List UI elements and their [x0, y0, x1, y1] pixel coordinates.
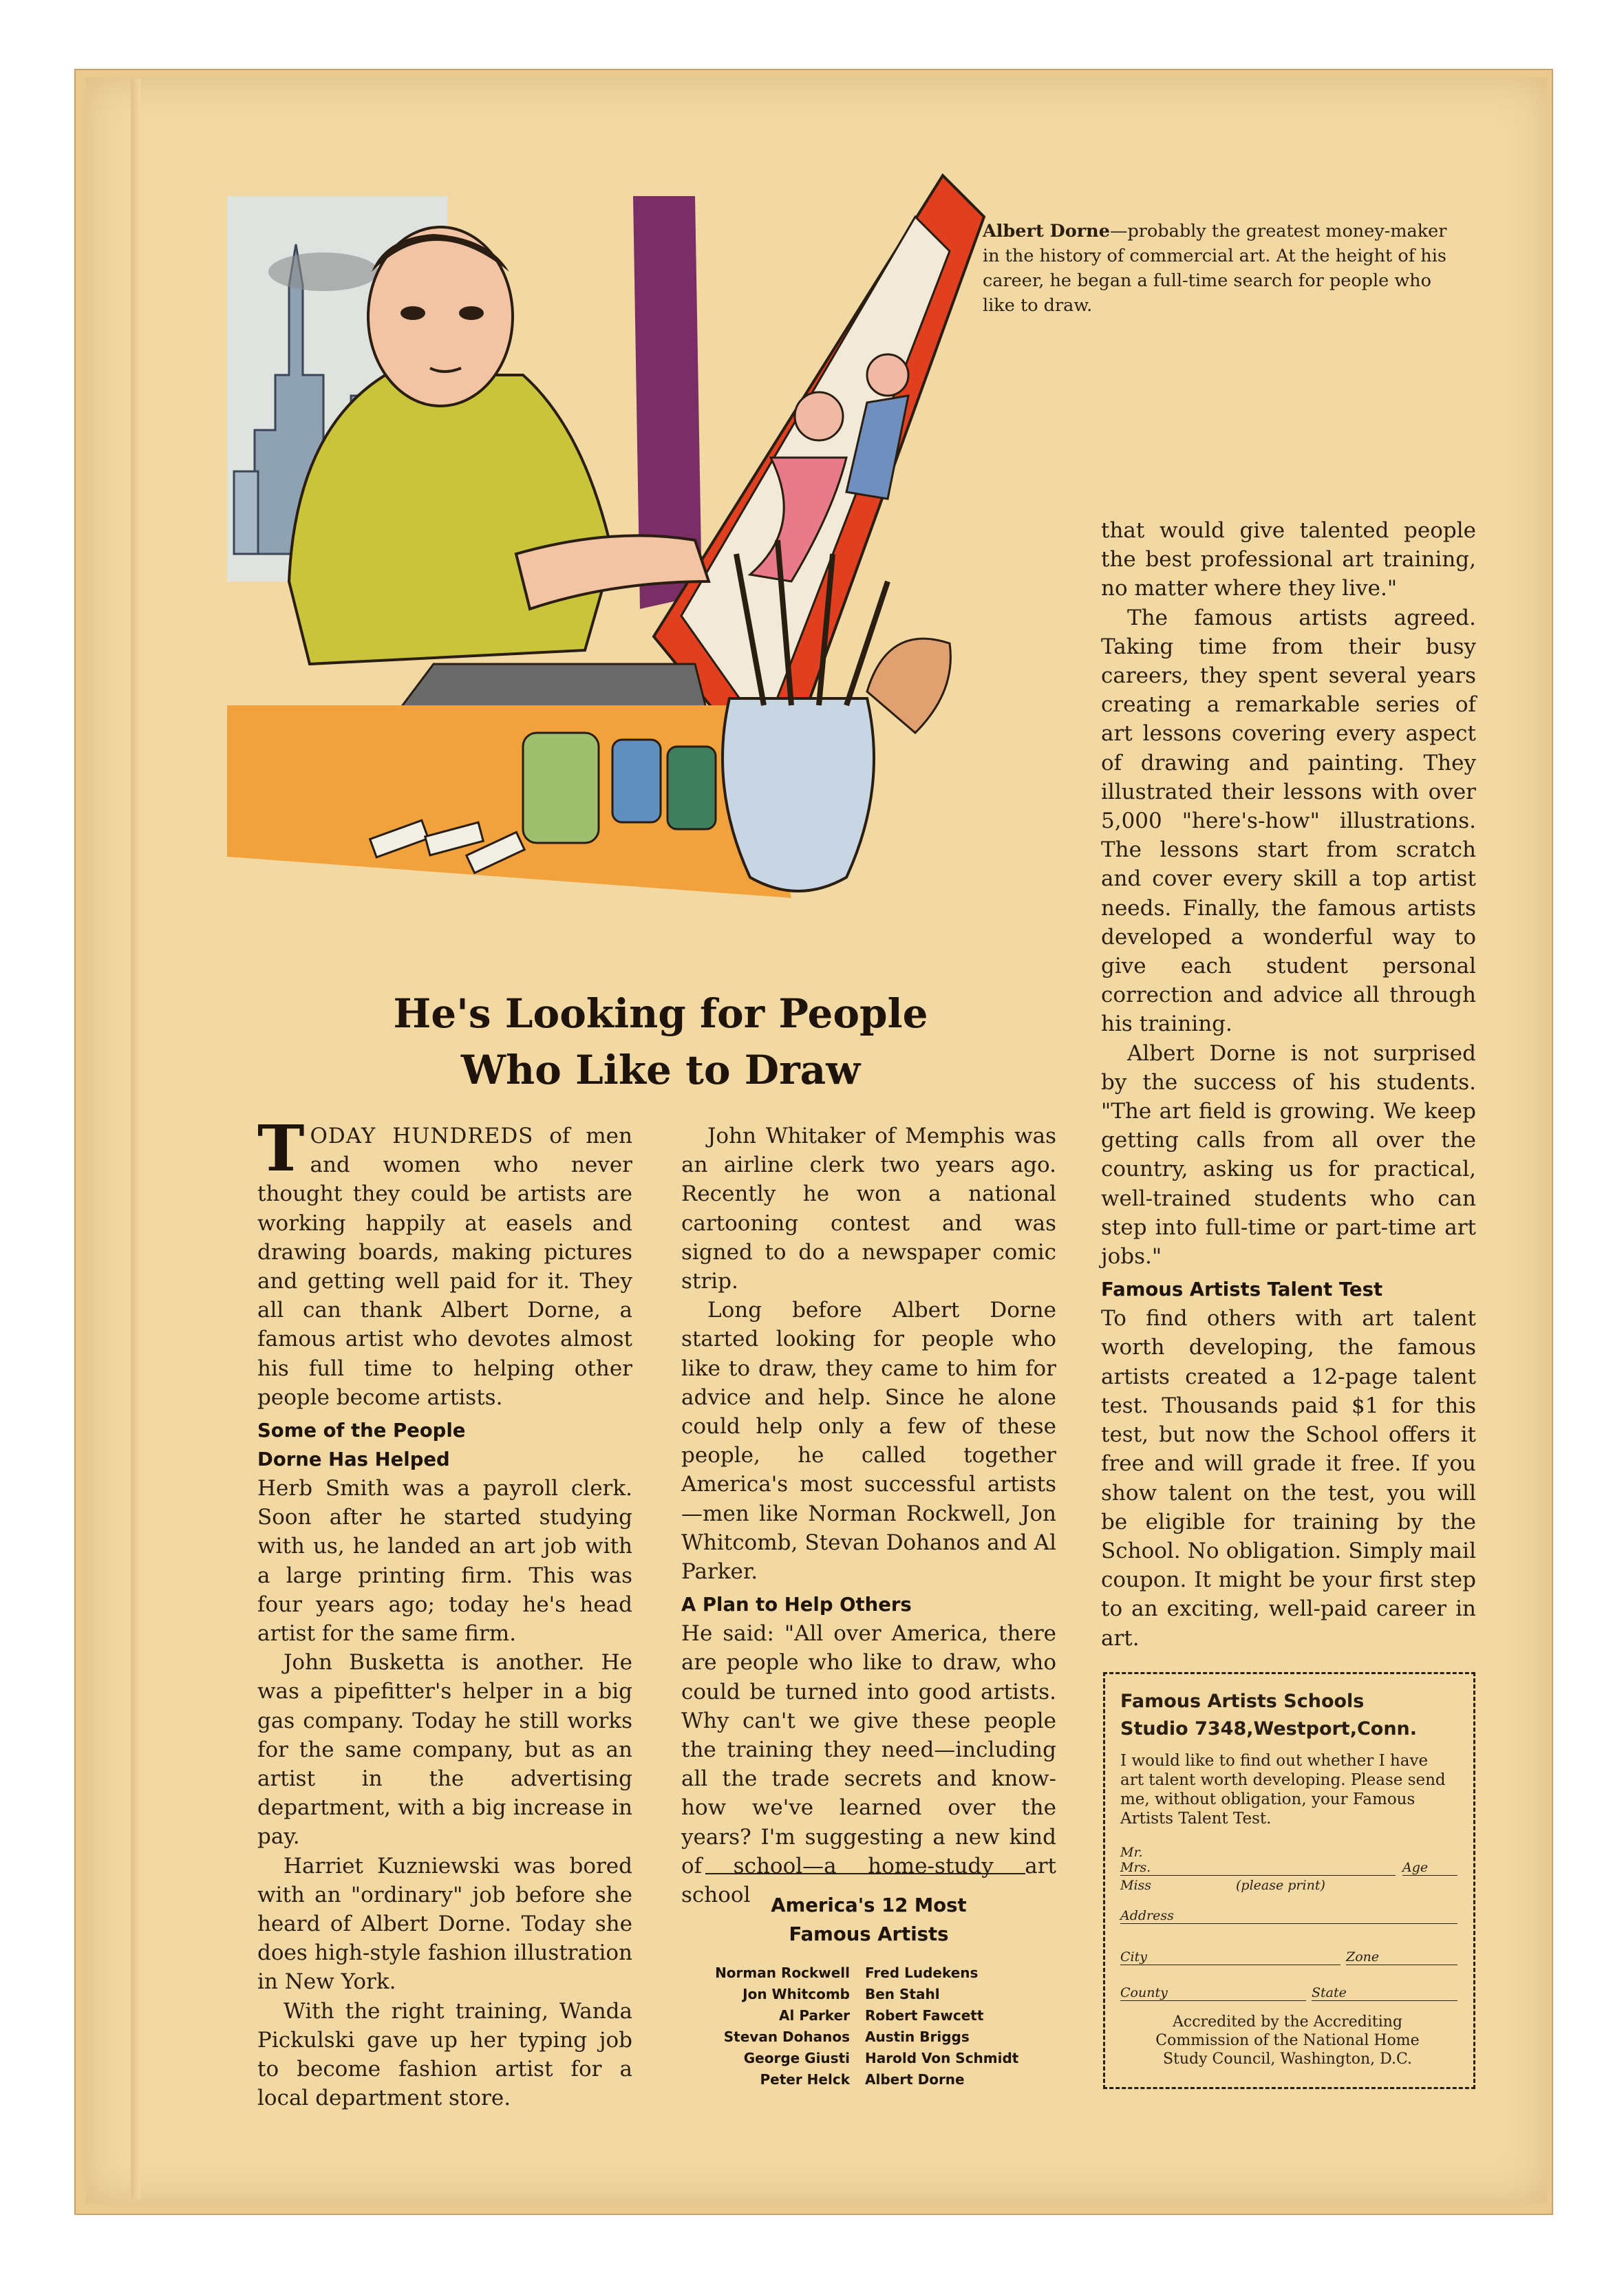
subheading: Some of the People Dorne Has Helped — [257, 1420, 466, 1471]
list-item: Stevan Dohanos Austin Briggs — [723, 2029, 970, 2045]
artists-list — [674, 1962, 1073, 2090]
city-field[interactable]: City — [1120, 1949, 1340, 1965]
paragraph: John Whitaker of Memphis was an airline clerk two years ago. Recently he won a national cartooning contest and was signed to do a newspaper comic strip. — [681, 1124, 1056, 1294]
paragraph: John Busketta is another. He was a pipefitter's helper in a big gas company. Today he still works for the same company, but as an artist in the advertising department, with a big increase in pay. — [257, 1650, 632, 1850]
subheading: A Plan to Help Others — [681, 1594, 912, 1616]
address-field[interactable]: Address — [1120, 1908, 1457, 1924]
article-column-1 — [257, 1111, 632, 2113]
page-edge — [131, 79, 140, 2198]
divider — [705, 1873, 1025, 1874]
zone-field[interactable]: Zone — [1346, 1949, 1457, 1965]
bowl — [867, 639, 950, 733]
brush-vase — [723, 698, 874, 891]
print-hint: (please print) — [1236, 1878, 1325, 1893]
coupon-request-text: I would like to find out whether I have art talent worth developing. Please send me, without obligation, your Famous Artists Talent Test. — [1120, 1752, 1446, 1828]
paragraph: that would give talented people the best professional art training, no matter where they live." — [1101, 518, 1476, 601]
age-field[interactable]: Age — [1402, 1860, 1457, 1876]
subheading: Famous Artists Talent Test — [1101, 1278, 1383, 1301]
shirt — [289, 375, 612, 664]
paragraph: of men and women who never thought they could be artists are working happily at easels and drawing boards, making pictures and getting well paid for it. They all can thank Albert Dorne, a famous artist who devotes almost his full time to helping other people become artists. — [257, 1124, 632, 1410]
paragraph: He said: "All over America, there are people who like to draw, who could be turned into good artists. Why can't we give these people the training they need—including all the trade secrets and know-how we've learned over the years? I'm suggesting a new kind of school—a home-study art school — [681, 1621, 1056, 1908]
paint-jar — [523, 733, 599, 843]
article-column-2 — [681, 1122, 1056, 1909]
list-item: Peter Helck Albert Dorne — [760, 2071, 965, 2088]
list-item: Norman Rockwell Fred Ludekens — [715, 1965, 979, 1981]
county-field[interactable]: County — [1120, 1985, 1306, 2001]
accreditation-note: Accredited by the Accrediting Commission of the National Home Study Council, Washington, D.C. — [1155, 2013, 1420, 2068]
list-item: George Giusti Harold Von Schmidt — [743, 2050, 1019, 2066]
paragraph: To find others with art talent worth developing, the famous artists created a 12-page talent test. Thousands paid $1 for this test, but now the School offers it free and will grade it free. If you show talent on the test, you will be eligible for training by the School. No obligation. Simply mail coupon. It might be your first step to an exciting, well-paid career in art. — [1101, 1306, 1476, 1651]
list-item: Jon Whitcomb Ben Stahl — [742, 1986, 940, 2002]
state-field[interactable]: State — [1312, 1985, 1457, 2001]
coupon-header: Famous Artists Schools Studio 7348,Westport,Conn. — [1120, 1691, 1418, 1740]
title-line-1: He's Looking for People — [393, 990, 928, 1037]
mail-in-coupon[interactable] — [1103, 1672, 1475, 2089]
title-line-2: Who Like to Draw — [460, 1047, 861, 1093]
drop-cap: T — [257, 1111, 305, 1186]
mr-label: Mr. — [1120, 1845, 1143, 1860]
page-title — [275, 985, 1046, 1098]
caption-name: Albert Dorne — [983, 221, 1110, 242]
paragraph: Long before Albert Dorne started looking for people who like to draw, they came to him for advice and help. Since he alone could help only a few of these people, he called together America's most successful artists—men like Norman Rockwell, Jon Whitcomb, Stevan Dohanos and Al Parker. — [681, 1298, 1056, 1585]
caption-text: —probably the greatest money-maker in the history of commercial art. At the height of his career, he began a full-time search for people who like to draw. — [983, 221, 1447, 316]
paragraph: The famous artists agreed. Taking time from their busy careers, they spent several years creating a remarkable series of art lessons covering every aspect of drawing and painting. They illustrated their lessons with over 5,000 "here's-how" illustrations. The lessons start from scratch and cover every skill a top artist needs. Finally, the famous artists developed a wonderful way to give each student personal correction and advice all through his training. — [1101, 605, 1476, 1037]
name-field[interactable]: Mrs. — [1120, 1860, 1396, 1876]
paragraph: Harriet Kuzniewski was bored with an "ordinary" job before she heard of Albert Dorne. Today she does high-style fashion illustration in New York. — [257, 1853, 632, 1995]
miss-label: Miss — [1120, 1878, 1152, 1893]
list-item: Al Parker Robert Fawcett — [779, 2007, 984, 2024]
artists-heading: America's 12 Most Famous Artists — [771, 1894, 967, 1945]
portrait-caption — [983, 219, 1464, 318]
artist-illustration — [227, 169, 1053, 984]
lead-in: ODAY HUNDREDS — [310, 1124, 534, 1148]
paragraph: Albert Dorne is not surprised by the success of his students. "The art field is growing. We keep getting calls from all over the country, asking us for practical, well-trained students who can step into full-time or part-time art jobs." — [1101, 1040, 1476, 1270]
paragraph: With the right training, Wanda Pickulski gave up her typing job to become fashion artist for a local department store. — [257, 1998, 632, 2111]
paragraph: Herb Smith was a payroll clerk. Soon after he started studying with us, he landed an art job with a large printing firm. This was four years ago; today he's head artist for the same firm. — [257, 1476, 632, 1647]
cloud — [268, 253, 378, 291]
article-column-3 — [1101, 516, 1476, 1653]
